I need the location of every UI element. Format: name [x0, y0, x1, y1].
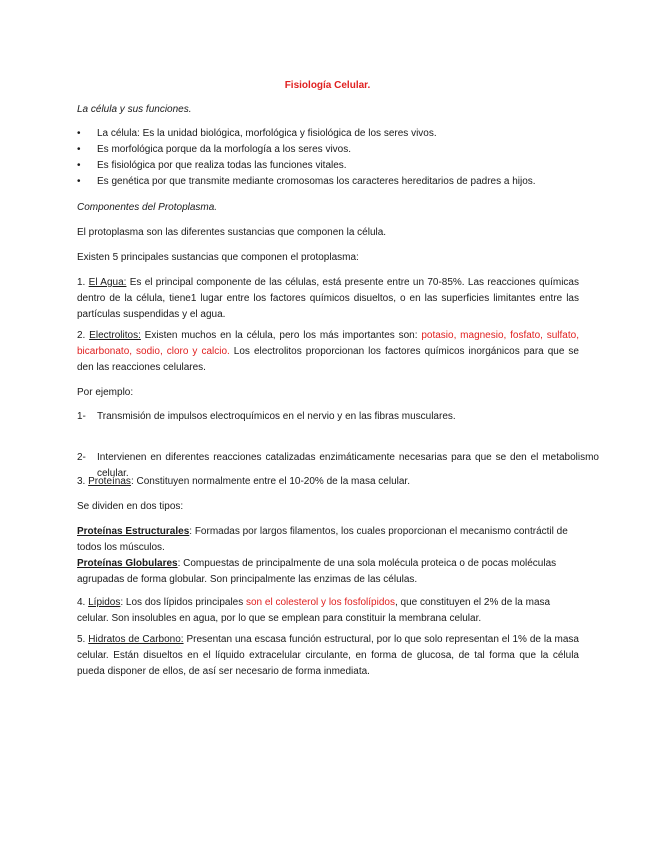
- item-text: Es el principal componente de las células, está presente entre un 70-85%. Las reacciones químicas dentro de la célula, tiene1 lugar entre los factores químicos disueltos, o en las superficies limitantes entre las partículas suspendidas y el agua.: [77, 277, 579, 320]
- item-number: 5.: [77, 634, 86, 645]
- paragraph-por-ejemplo: Por ejemplo:: [77, 387, 134, 398]
- paragraph-agua: [77, 275, 579, 323]
- item-text: : Compuestas de principalmente de una sola molécula proteica o de pocas moléculas agrupadas de forma globular. Son principalmente las enzimas de las células.: [77, 558, 557, 585]
- item-label: Proteínas Globulares: [77, 558, 178, 569]
- bullet-icon: •: [77, 144, 81, 155]
- item-number: 1.: [77, 277, 86, 288]
- section-heading-protoplasm: Componentes del Protoplasma.: [77, 202, 218, 213]
- list-item: [77, 142, 579, 158]
- item-text: Presentan una escasa función estructural, por lo que solo representan el 1% de la masa celular. Están disueltos en el líquido extracelular circulante, en forma de glucosa, de tal forma que la célula pueda disponer de ellos, de así ser necesario de forma inmediata.: [77, 634, 579, 677]
- paragraph-existen: Existen 5 principales sustancias que componen el protoplasma:: [77, 252, 359, 263]
- item-text: : Los dos lípidos principales: [120, 597, 246, 608]
- item-text: : Formadas por largos filamentos, los cuales proporcionan el mecanismo contráctil de todos los músculos.: [77, 526, 568, 553]
- item-number: 2.: [77, 330, 86, 341]
- item-text: : Constituyen normalmente entre el 10-20% de la masa celular.: [130, 476, 410, 487]
- item-number: 1-: [77, 411, 86, 422]
- paragraph-electrolitos: [77, 328, 579, 376]
- paragraph-protoplasm: El protoplasma son las diferentes sustancias que componen la célula.: [77, 227, 387, 238]
- bullet-icon: •: [77, 160, 81, 171]
- highlight-text: potasio, magnesio, fosfato, sulfato, bicarbonato, sodio, cloro y calcio.: [77, 330, 579, 357]
- item-number: 4.: [77, 597, 86, 608]
- item-number: 3.: [77, 476, 86, 487]
- example-item: [77, 409, 599, 425]
- list-item: [77, 174, 579, 190]
- bullet-icon: •: [77, 128, 81, 139]
- list-item: [77, 126, 579, 142]
- page-title: Fisiología Celular.: [284, 80, 371, 91]
- paragraph-se-dividen: Se dividen en dos tipos:: [77, 501, 184, 512]
- paragraph-proteinas: [77, 474, 579, 490]
- item-label: Lípidos: [88, 597, 121, 608]
- item-text: Los electrolitos proporcionan los factores químicos inorgánicos para que se den las reacciones celulares.: [77, 346, 579, 373]
- item-label: El Agua:: [88, 277, 127, 288]
- bullet-list: [77, 126, 579, 190]
- item-label: Hidratos de Carbono:: [88, 634, 184, 645]
- section-heading-cell-functions: La célula y sus funciones.: [77, 104, 192, 115]
- item-text: Existen muchos en la célula, pero los más importantes son:: [140, 330, 422, 341]
- highlight-text: son el colesterol y los fosfolípidos: [246, 597, 395, 608]
- paragraph-lipidos: [77, 595, 579, 627]
- list-item: [77, 158, 579, 174]
- list-item-text: Es fisiológica por que realiza todas las funciones vitales.: [97, 160, 347, 171]
- list-item-text: La célula: Es la unidad biológica, morfológica y fisiológica de los seres vivos.: [97, 128, 437, 139]
- item-label: Proteínas: [88, 476, 131, 487]
- list-item-text: Es genética por que transmite mediante cromosomas los caracteres hereditarios de padres a hijos.: [97, 176, 536, 187]
- bullet-icon: •: [77, 176, 81, 187]
- paragraph-estructurales: [77, 524, 579, 556]
- item-label: Proteínas Estructurales: [77, 526, 190, 537]
- item-text: , que constituyen el 2% de la masa celular. Son insolubles en agua, por lo que se emplean para constituir la membrana celular.: [77, 597, 551, 624]
- item-text: Transmisión de impulsos electroquímicos en el nervio y en las fibras musculares.: [97, 411, 456, 422]
- item-label: Electrolitos:: [89, 330, 141, 341]
- item-text: Intervienen en diferentes reacciones catalizadas enzimáticamente necesarias para que se den el metabolismo celular.: [97, 452, 599, 479]
- list-item-text: Es morfológica porque da la morfología a los seres vivos.: [97, 144, 352, 155]
- paragraph-hidratos: [77, 632, 579, 680]
- paragraph-globulares: [77, 556, 579, 588]
- item-number: 2-: [77, 452, 86, 463]
